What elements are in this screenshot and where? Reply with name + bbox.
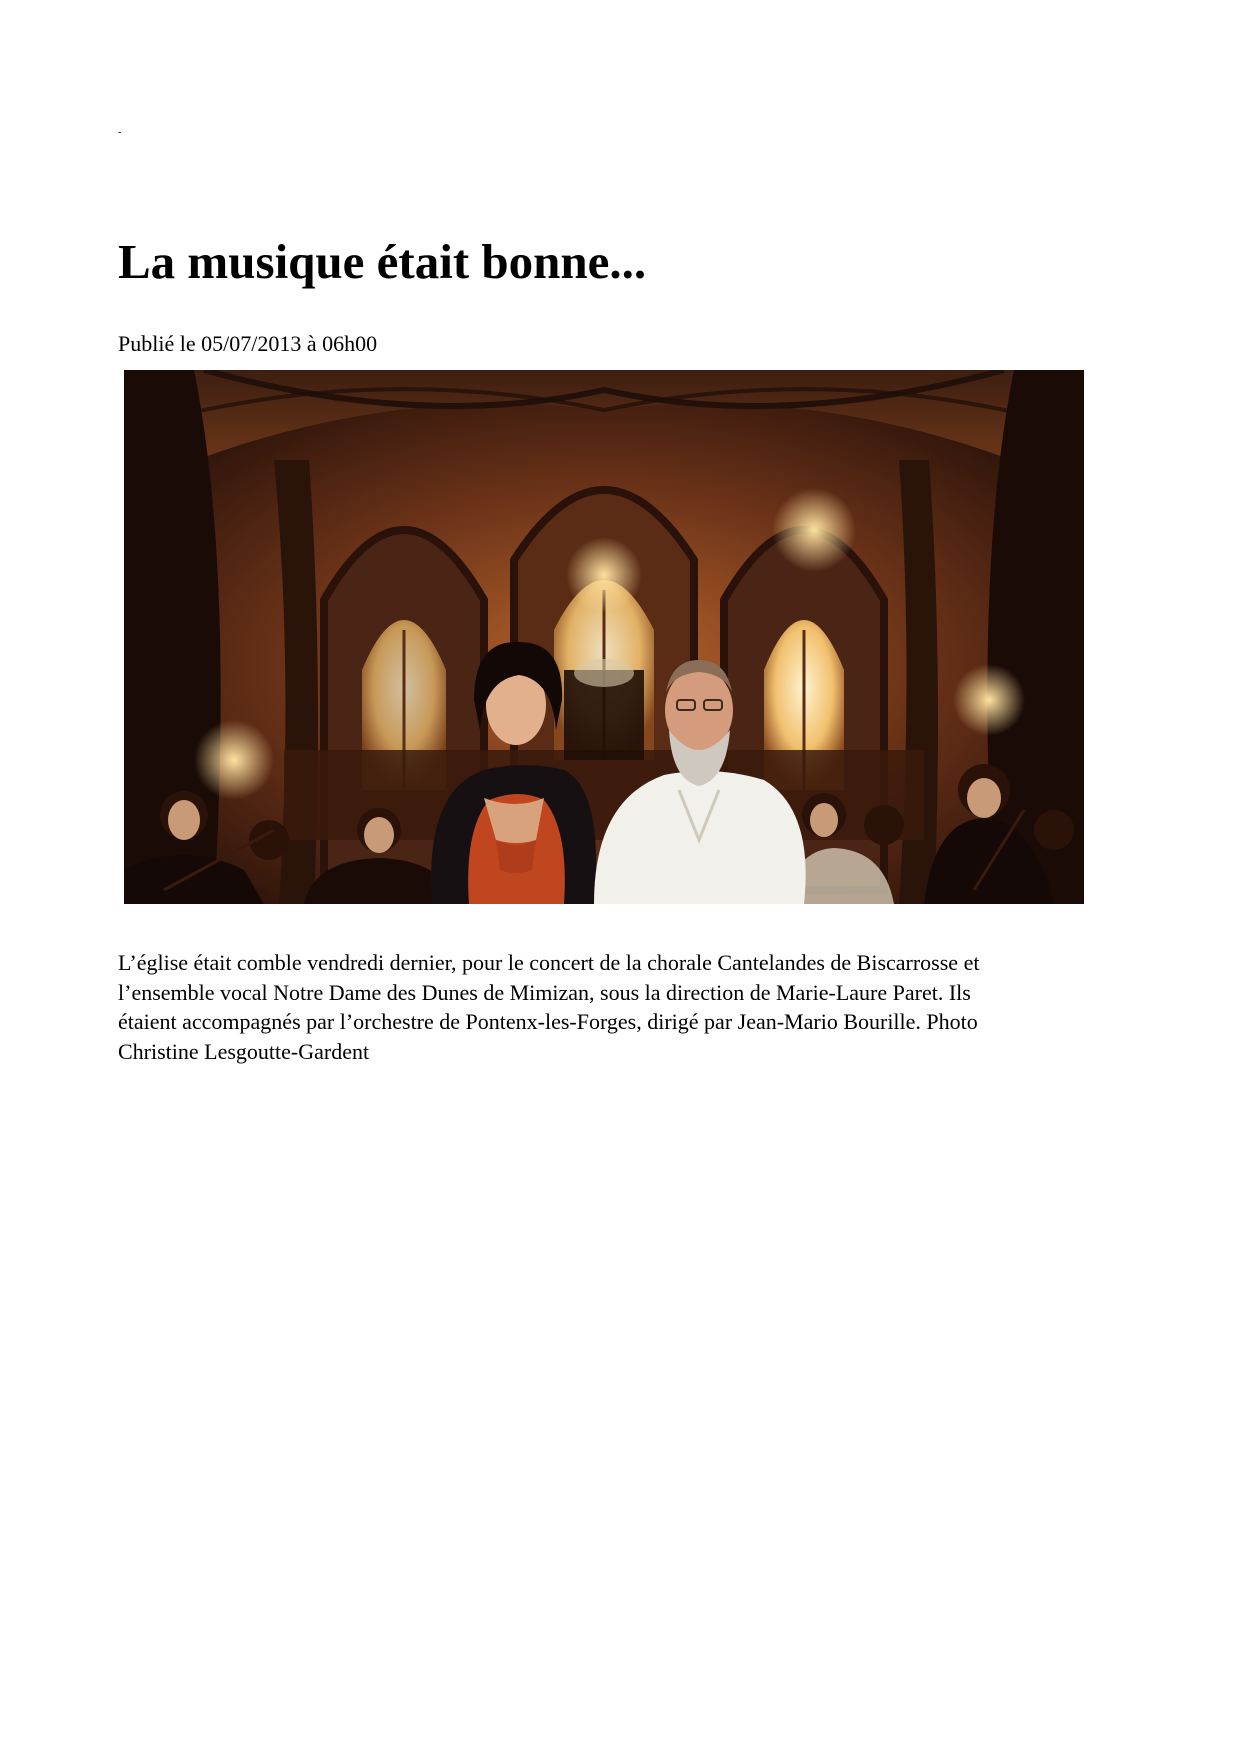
photo-caption [118, 948, 1128, 1066]
concert-photo-illustration [124, 370, 1084, 904]
concert-photo [124, 370, 1084, 904]
caption-line: l’ensemble vocal Notre Dame des Dunes de Mimizan, sous la direction de Marie-Laure Paret. Ils [118, 979, 971, 1005]
caption-line: étaient accompagnés par l’orchestre de Pontenx-les-Forges, dirigé par Jean-Mario Bourille. Photo [118, 1009, 978, 1034]
caption-line: L’église était comble vendredi dernier, pour le concert de la chorale Cantelandes de Biscarrosse et [118, 950, 980, 975]
publish-dateline: Publié le 05/07/2013 à 06h00 [118, 331, 378, 356]
article-headline: La musique était bonne... [118, 234, 647, 289]
stray-mark: - [118, 127, 122, 138]
caption-line: Christine Lesgoutte-Gardent [118, 1038, 370, 1064]
